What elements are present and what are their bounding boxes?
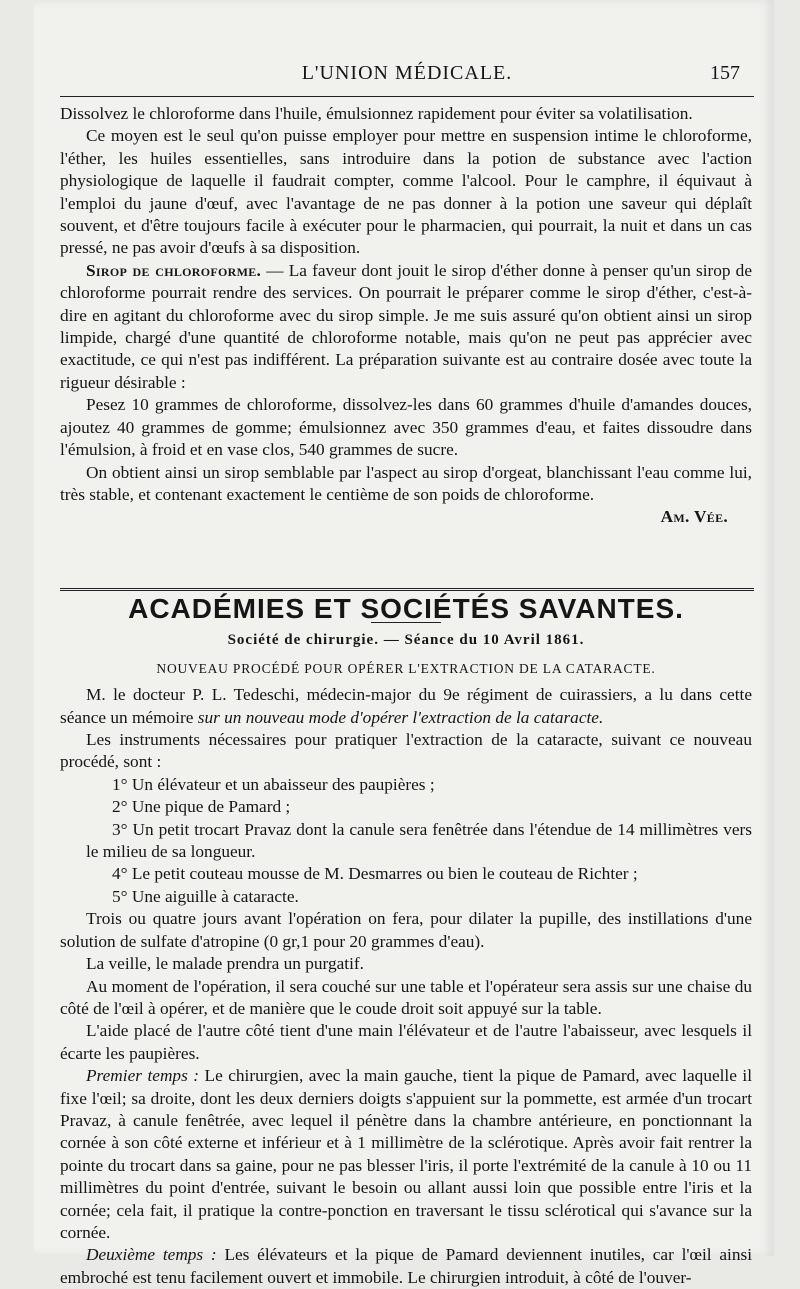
paragraph-veille: La veille, le malade prendra un purgatif.	[86, 954, 364, 974]
academies-section	[60, 593, 753, 1289]
section-heading: ACADÉMIES ET SOCIÉTÉS SAVANTES.	[128, 593, 684, 624]
paragraph-pesez: Pesez 10 grammes de chloroforme, dissolvez-les dans 60 grammes d'huile d'amandes douces, ajoutez 40 grammes de gomme; émulsionnez avec 350 grammes d'eau, et faites dissoudre dans l'émulsion, à froid et en vase clos, 540 grammes de sucre.	[60, 395, 752, 460]
paragraph-instruments: Les instruments nécessaires pour pratiquer l'extraction de la cataracte, suivant ce nouveau procédé, sont :	[60, 730, 752, 772]
chloroform-article	[60, 103, 752, 529]
header-rule	[60, 96, 754, 97]
paragraph-premier-temps	[60, 1065, 752, 1244]
deuxieme-temps-text: Les élévateurs et la pique de Pamard deviennent inutiles, car l'œil ainsi embroché est tenu facilement ouvert et immobile. Le chirurgien introduit, à côté de l'ouver-	[60, 1245, 753, 1287]
page-number: 157	[710, 62, 740, 84]
session-heading: Société de chirurgie. — Séance du 10 Avril 1861.	[227, 632, 585, 649]
intro-text: M. le docteur P. L. Tedeschi, médecin-major du 9e régiment de cuirassiers, a lu dans cette séance un mémoire	[60, 685, 752, 727]
premier-temps-label: Premier temps :	[86, 1066, 200, 1086]
paragraph-intro	[60, 684, 752, 729]
memoir-title: sur un nouveau mode d'opérer l'extraction de la cataracte.	[197, 707, 604, 727]
section-divider	[60, 588, 754, 591]
sirop-text: — La faveur dont jouit le sirop d'éther donne à penser qu'un sirop de chloroforme pourrait rendre des services. On pourrait le préparer comme le sirop d'éther, c'est-à-dire en agitant du chloroforme avec du sirop simple. Je me suis assuré qu'on obtient ainsi un sirop limpide, chargé d'une quantité de chloroforme notable, mais qu'on ne peut pas apprécier avec exactitude, ce qui n'est pas indifférent. La préparation suivante est au contraire dosée avec toute la rigueur désirable :	[60, 260, 752, 392]
paragraph-sirop	[60, 260, 752, 394]
paragraph-atropine: Trois ou quatre jours avant l'opération on fera, pour dilater la pupille, des instillations d'une solution de sulfate d'atropine (0 gr,1 pour 20 grammes d'eau).	[60, 909, 752, 951]
article-title: NOUVEAU PROCÉDÉ POUR OPÉRER L'EXTRACTION DE LA CATARACTE.	[156, 660, 656, 676]
instrument-item: 4° Le petit couteau mousse de M. Desmarres ou bien le couteau de Richter ;	[112, 864, 638, 884]
paragraph-moment: Au moment de l'opération, il sera couché sur une table et l'opérateur sera assis sur une chaise du côté de l'œil à opérer, et de manière que le coude droit soit appuyé sur la table.	[60, 976, 752, 1018]
sirop-heading: Sirop de chloroforme.	[86, 260, 262, 280]
page-header	[60, 62, 754, 90]
paragraph-aide: L'aide placé de l'autre côté tient d'une main l'élévateur et de l'autre l'abaisseur, avec lesquels il écarte les paupières.	[60, 1021, 752, 1063]
paragraph-dissolvez: Dissolvez le chloroforme dans l'huile, émulsionnez rapidement pour éviter sa volatilisation.	[60, 104, 693, 123]
premier-temps-text: Le chirurgien, avec la main gauche, tient la pique de Pamard, avec laquelle il fixe l'œil; sa droite, dont les deux derniers doigts s'appuient sur la pommette, est armée d'un trocart Pravaz, à canule fenêtrée, avec lequel il pénètre dans la chambre antérieure, en ponctionnant la cornée à son côté externe et inférieur et à 1 millimètre de la sclérotique. Après avoir fait rentrer la pointe du trocart dans sa gaine, pour ne pas blesser l'iris, il porte l'extrémité de la canule à 10 ou 11 millimètres du point d'entrée, suivant le besoin ou allant aussi loin que possible entre l'iris et la cornée; cela fait, il pratique la contre-ponction en traversant le tissu sclérotical qui s'avance sur la cornée.	[60, 1066, 752, 1242]
paragraph-obtient: On obtient ainsi un sirop semblable par l'aspect au sirop d'orgeat, blanchissant l'eau comme lui, très stable, et contenant exactement le centième de son poids de chloroforme.	[60, 462, 752, 504]
instrument-item: 5° Une aiguille à cataracte.	[112, 886, 299, 906]
paragraph-deuxieme-temps	[60, 1244, 752, 1289]
instrument-item: 3° Un petit trocart Pravaz dont la canule sera fenêtrée dans l'étendue de 14 millimètres vers le milieu de sa longueur.	[86, 819, 752, 862]
journal-page	[34, 0, 774, 1287]
paragraph-moyen: Ce moyen est le seul qu'on puisse employer pour mettre en suspension intime le chloroforme, l'éther, les huiles essentielles, sans introduire dans la potion de substance avec l'action physiologique de laquelle il faudrait compter, comme l'alcool. Pour le camphre, il équivaut à l'emploi du jaune d'œuf, avec l'avantage de ne pas donner à la potion une saveur qui déplaît souvent, et d'être toujours facile à exécuter pour le pharmacien, qui pourrait, la nuit et dans un cas pressé, ne pas avoir d'œufs à sa disposition.	[60, 126, 752, 258]
author-signature: Am. Vée.	[660, 507, 728, 527]
running-title: L'UNION MÉDICALE.	[301, 62, 513, 84]
instrument-item: 2° Une pique de Pamard ;	[112, 797, 291, 817]
deuxieme-temps-label: Deuxième temps :	[86, 1245, 217, 1265]
instrument-item: 1° Un élévateur et un abaisseur des paupières ;	[112, 774, 435, 794]
